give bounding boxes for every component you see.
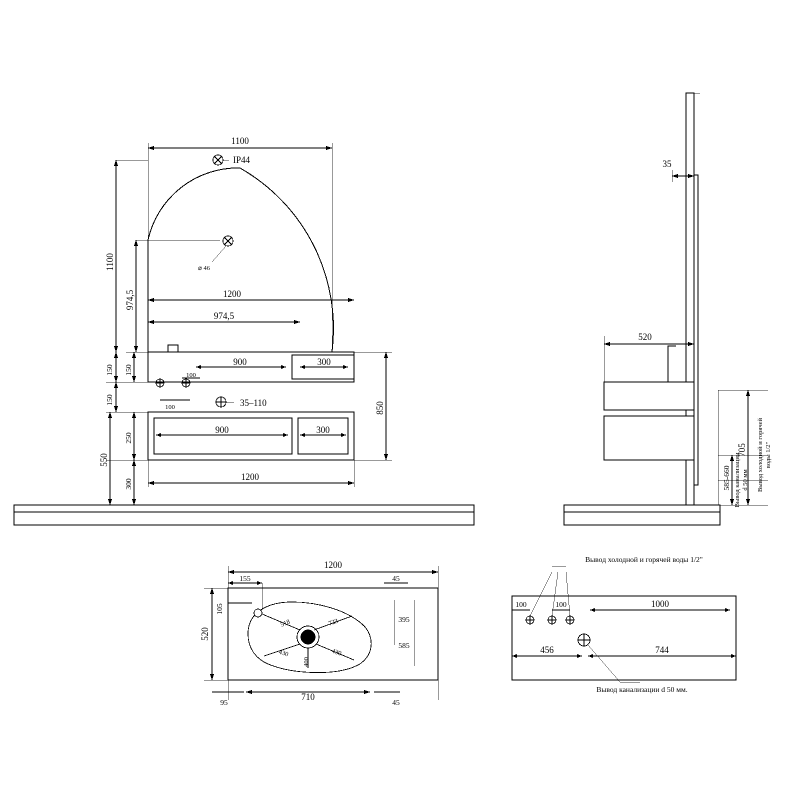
lower-drawer-right xyxy=(298,418,348,454)
dim-mirror-center: 974,5 xyxy=(125,289,135,311)
mirror-outline xyxy=(148,168,333,352)
dim-mirror-width: 1100 xyxy=(231,136,249,146)
dim-250: 250 xyxy=(124,432,133,444)
cabinet-side xyxy=(604,416,694,460)
dim-range-585-660: 585-660 xyxy=(722,465,731,491)
floor-slab-front xyxy=(14,505,474,525)
label-drain-side-2: d 50 мм xyxy=(742,469,749,491)
floor-slab-side xyxy=(564,505,720,525)
dim-top-depth: 520 xyxy=(200,627,210,641)
dim-basin-710: 710 xyxy=(301,692,315,702)
dim-basin-723: 723 xyxy=(327,617,340,628)
dim-100-b: 100 xyxy=(165,404,175,411)
dim-cabinet-top-width: 974,5 xyxy=(213,311,235,321)
dim-total-height: 850 xyxy=(375,401,385,415)
countertop-side xyxy=(604,382,694,410)
dim-depth-side: 520 xyxy=(638,332,652,342)
lower-drawer-left xyxy=(154,418,292,454)
back-panel xyxy=(512,596,736,680)
dim-300: 300 xyxy=(124,478,133,490)
dim-back-100-a: 100 xyxy=(515,600,527,609)
faucet-side xyxy=(668,346,676,382)
dim-right-offset: 45 xyxy=(392,574,400,583)
dim-150-b: 150 xyxy=(124,364,133,376)
dim-top-width: 1200 xyxy=(324,560,342,570)
dim-cabinet-width: 1200 xyxy=(223,289,241,299)
basin-drain xyxy=(301,630,315,644)
dim-basin-518: 518 xyxy=(279,618,292,629)
dim-height-705: 705 xyxy=(737,443,747,457)
dim-left-edge: 95 xyxy=(220,698,228,707)
dim-bottom-right-offset: 45 xyxy=(392,698,400,707)
dim-basin-400: 400 xyxy=(303,657,310,667)
dim-bottom-width: 1200 xyxy=(241,472,259,482)
dim-drawer-left-2: 900 xyxy=(215,425,229,435)
dim-100-a: 100 xyxy=(186,372,196,379)
dim-back-1000: 1000 xyxy=(651,599,669,609)
dim-drawer-left: 900 xyxy=(233,357,247,367)
label-water-side: Вывод холодной и горячей xyxy=(757,417,764,493)
dim-basin-430-a: 430 xyxy=(277,648,290,659)
faucet-front xyxy=(168,345,178,352)
dim-mirror-height: 1100 xyxy=(105,253,115,271)
label-lamp-diameter: ⌀ 46 xyxy=(197,265,211,272)
dim-back-456: 456 xyxy=(540,645,554,655)
dim-drawer-right: 300 xyxy=(317,357,331,367)
label-drain-back: Вывод канализации d 50 мм. xyxy=(596,685,688,694)
dim-basin-395: 395 xyxy=(398,615,410,624)
dim-drawer-right-2: 300 xyxy=(316,425,330,435)
dim-150-c: 150 xyxy=(105,394,114,406)
tap-hole-top xyxy=(254,609,262,617)
dim-basin-430-b: 430 xyxy=(330,647,343,658)
dim-left-offset: 155 xyxy=(239,574,251,583)
label-drain-range: 35–110 xyxy=(240,398,267,408)
dim-back-100-b: 100 xyxy=(555,600,567,609)
dim-plinth: 550 xyxy=(99,453,109,467)
dim-150-a: 150 xyxy=(105,364,114,376)
dim-back-744: 744 xyxy=(655,645,669,655)
label-water-back: Вывод холодной и горячей воды 1/2" xyxy=(585,555,703,564)
label-drain-side: Вывод канализации xyxy=(734,452,741,508)
label-water-side-2: воды 1/2" xyxy=(765,441,772,469)
dim-wall-offset: 35 xyxy=(662,159,672,169)
dim-basin-585: 585 xyxy=(398,641,410,650)
dim-basin-105: 105 xyxy=(215,603,224,615)
mirror-side xyxy=(694,175,698,485)
label-ip44: IP44 xyxy=(233,155,251,165)
